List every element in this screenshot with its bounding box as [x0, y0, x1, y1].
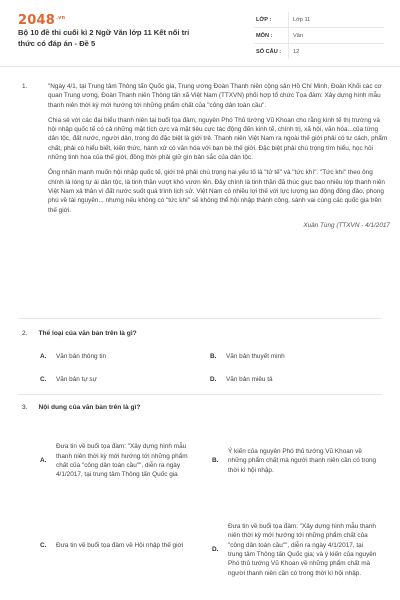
option-a[interactable]: [40, 352, 190, 361]
option-text: Văn bản thuyết minh: [226, 353, 285, 360]
question-text: Thể loại của văn bản trên là gì?: [38, 330, 137, 337]
option-letter: D.: [210, 376, 217, 383]
meta-key: MÔN :: [256, 32, 273, 39]
document-title: Bộ 10 đề thi cuối kì 2 Ngữ Văn lớp 11 Kết nối tri thức có đáp án - Đề 5: [18, 28, 190, 48]
question-number: 1.: [22, 83, 28, 90]
option-letter: C.: [40, 376, 47, 383]
option-text: Đưa tin về buổi tọa đàm: "Xây dựng hình mẫu thanh niên thời kỳ mới hướng tới những phẩm chất của "công dân toàn cầu"", diễn ra ngày 4/1/2017, tại trung tâm Thông tấn Quốc gia: [56, 443, 188, 479]
meta-row-subject: [254, 28, 384, 44]
question-3-title: [22, 404, 140, 411]
option-letter: B.: [210, 353, 217, 360]
option-letter: B.: [212, 457, 219, 465]
option-a[interactable]: [40, 420, 200, 502]
passage-paragraph: "Ngày 4/1, tại Trung tâm Thông tấn Quốc gia, Trung ương Đoàn Thanh niên cộng sản Hồ Chí Minh, Đoàn Khối các cơ quan Trung ương, Đoàn Thanh niên Thông tấn xã Việt Nam (TTXVN) phối hợp tổ chức Tọa đàm: Xây dựng hình mẫu thanh niên thời kỳ mới hướng tới những phẩm chất của "công dân toàn cầu".: [48, 83, 382, 109]
logo-main: 2048: [18, 13, 55, 28]
question-text: Nội dung của văn bản trên là gì?: [38, 404, 141, 411]
option-letter: D.: [212, 546, 219, 554]
meta-row-count: [254, 44, 384, 59]
meta-row-class: [254, 12, 384, 28]
option-c[interactable]: [40, 510, 200, 582]
option-letter: A.: [40, 457, 47, 465]
meta-value: Văn: [288, 28, 303, 43]
option-b[interactable]: [210, 352, 370, 361]
option-text: Ý kiến của nguyên Phó thủ tướng Vũ Khoan về những phẩm chất mà người thanh niên cần có trong thời kì hội nhập.: [228, 448, 377, 474]
option-letter: C.: [40, 542, 47, 550]
option-d[interactable]: [212, 506, 377, 594]
meta-value: 12: [288, 44, 299, 59]
passage-author: Xuân Tùng (TTXVN - 4/1/2017: [303, 221, 390, 229]
document-header: [0, 0, 400, 67]
divider: [18, 318, 382, 319]
meta-value: Lớp 11: [288, 12, 310, 27]
passage-paragraph: Ông nhấn mạnh muốn hội nhập quốc tế, giới trẻ phải chú trọng hai yếu tố là "tử tế" và "tức khí". "Tức khí" theo ông chính là lòng tự ái dân tộc, là tinh thần vượt khó vươn lên. Đây chính là tinh thần đã thúc giục bao nhiêu lớp thanh niên Việt Nam xả thân vì đất nước suốt quá trình lịch sử. Việt Nam có nhiều lợi thế với lực lượng lao động đông đảo, phong phú về tài nguyên... nhưng nếu không có "tức khí" sẽ không thể hội nhập thành công, sánh vai cùng các quốc gia trên thế giới.: [48, 169, 385, 214]
option-d[interactable]: [210, 375, 370, 384]
option-letter: A.: [40, 353, 47, 360]
option-text: Văn bản thông tin: [56, 353, 107, 360]
question-number: 2.: [22, 330, 28, 337]
question-number: 3.: [22, 404, 28, 411]
option-text: Văn bản miêu tả: [226, 376, 273, 383]
divider: [18, 394, 382, 395]
option-b[interactable]: [212, 432, 377, 490]
option-c[interactable]: [40, 375, 190, 384]
logo-suffix: .vn: [55, 14, 66, 21]
meta-key: SỐ CÂU :: [256, 48, 282, 55]
question-2-title: [22, 330, 137, 337]
reading-passage: [48, 82, 390, 230]
passage-paragraph: Chia sẻ với các đại biểu thanh niên tại buổi tọa đàm, nguyên Phó Thủ tướng Vũ Khoan cho rằng kinh tế thị trường và hội nhập quốc tế có cả những mặt tích cực và mặt tiêu cực tác động đến kinh tế, chính trị, xã hội, văn hóa...của từng dân tộc, đất nước, người dân, trong đó đặc biệt là giới trẻ. Thanh niên Việt Nam ra ngoài thế giới phải có tư cách, phẩm chất, phải có hiểu biết, kiến thức, hành xử có văn hóa với bạn bè thế giới. Đặc biệt phải chú trọng tìm hiểu, học hỏi những tinh hoa của thế giới, đồng thời phải giữ gìn bản sắc của dân tộc.: [48, 116, 388, 162]
meta-table: [254, 12, 384, 59]
meta-key: LỚP :: [256, 16, 272, 23]
option-text: Đưa tin về buổi tọa đàm về Hội nhập thế giới: [56, 542, 184, 550]
site-logo[interactable]: [18, 13, 65, 28]
option-text: Văn bản tự sự: [56, 376, 97, 383]
option-text: Đưa tin về buổi tọa đàm: "Xây dựng hình mẫu thanh niên thời kỳ mới hướng tới những phẩm chất của "công dân toàn cầu"", diễn ra ngày 4/1/2017, tại trung tâm Thông tấn Quốc gia; và ý kiến của nguyên Phó thủ tướng Vũ Khoan về những phẩm chất mà người thanh niên cần có trong thời kì hội nhập.: [228, 523, 377, 577]
